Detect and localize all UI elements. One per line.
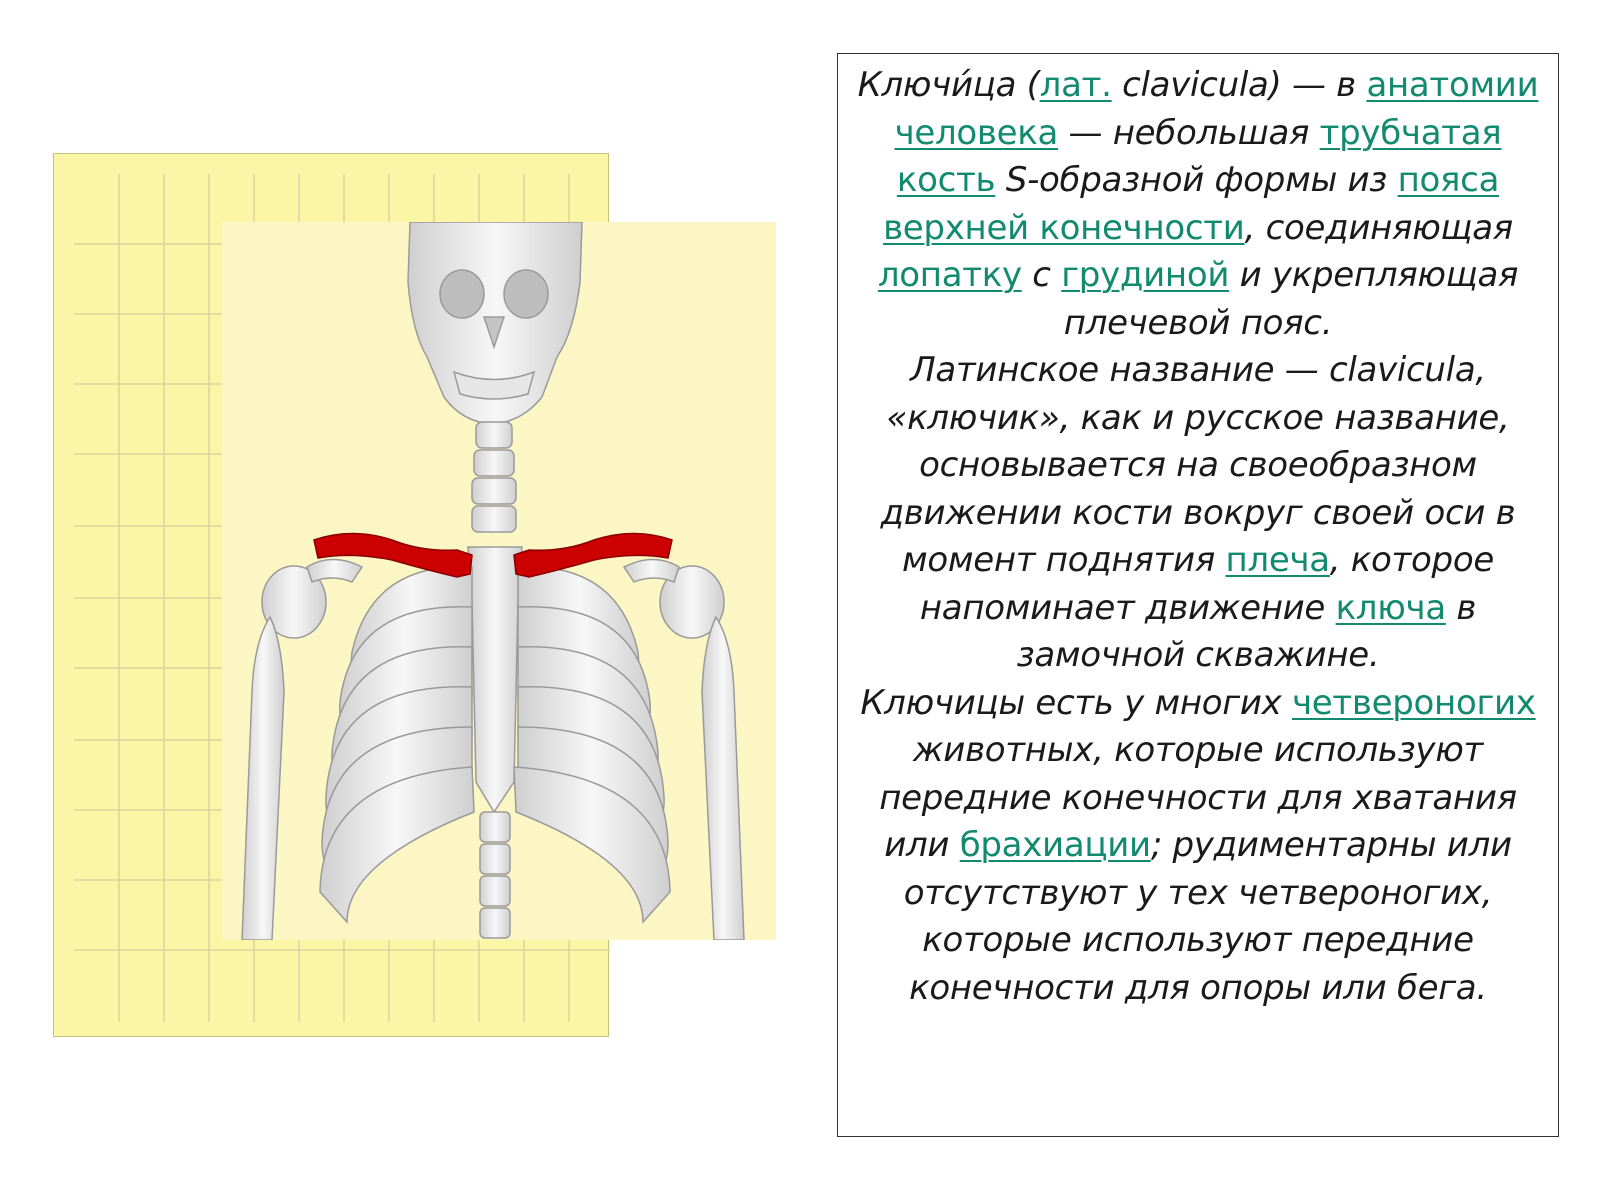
- link-human-anatomy[interactable]: анатомии человека: [894, 65, 1539, 153]
- skeleton-illustration: [222, 222, 776, 940]
- text-span: , которое напоминает движение: [919, 540, 1494, 628]
- text-span: Ключицы есть у многих: [860, 682, 1292, 723]
- paragraph-etymology: [852, 347, 1544, 680]
- text-span: Латинское название — clavicula, «ключик», как и русское название, основывается на своеобразном движении кости вокруг своей оси в момент поднятия: [880, 350, 1516, 580]
- text-span: S-образной формы из: [995, 160, 1398, 200]
- link-tetrapods[interactable]: четвероногих: [1291, 682, 1536, 723]
- link-bone[interactable]: кость: [896, 160, 996, 200]
- link-brachiation[interactable]: брахиации: [959, 825, 1151, 865]
- text-span: , соединяющая: [1244, 207, 1513, 248]
- text-span: с: [1021, 255, 1062, 295]
- text-span: ; рудиментарны или отсутствуют у тех четвероногих, которые используют передние конечности для опоры или бега.: [903, 825, 1512, 1008]
- text-span: Ключи́ца (: [857, 65, 1040, 105]
- text-span: и укрепляющая плечевой пояс.: [1063, 255, 1519, 343]
- link-scapula[interactable]: лопатку: [877, 255, 1022, 295]
- link-key[interactable]: ключа: [1335, 587, 1446, 628]
- text-span: животных, которые используют передние конечности для хватания или: [879, 730, 1517, 865]
- paragraph-definition: [852, 62, 1544, 347]
- skeleton-drawing: [222, 222, 776, 940]
- link-upper-limb-girdle[interactable]: пояса верхней конечности: [883, 160, 1500, 248]
- paragraph-tetrapods: [852, 680, 1544, 1013]
- link-sternum[interactable]: грудиной: [1061, 255, 1230, 295]
- link-tubular[interactable]: трубчатая: [1319, 112, 1502, 153]
- article-text-box: [837, 53, 1559, 1137]
- link-shoulder[interactable]: плеча: [1225, 540, 1330, 580]
- text-span: в замочной скважине.: [1016, 587, 1477, 675]
- text-span: — небольшая: [1058, 112, 1320, 153]
- link-lat[interactable]: лат.: [1039, 65, 1112, 105]
- text-span: clavicula) — в: [1111, 65, 1367, 105]
